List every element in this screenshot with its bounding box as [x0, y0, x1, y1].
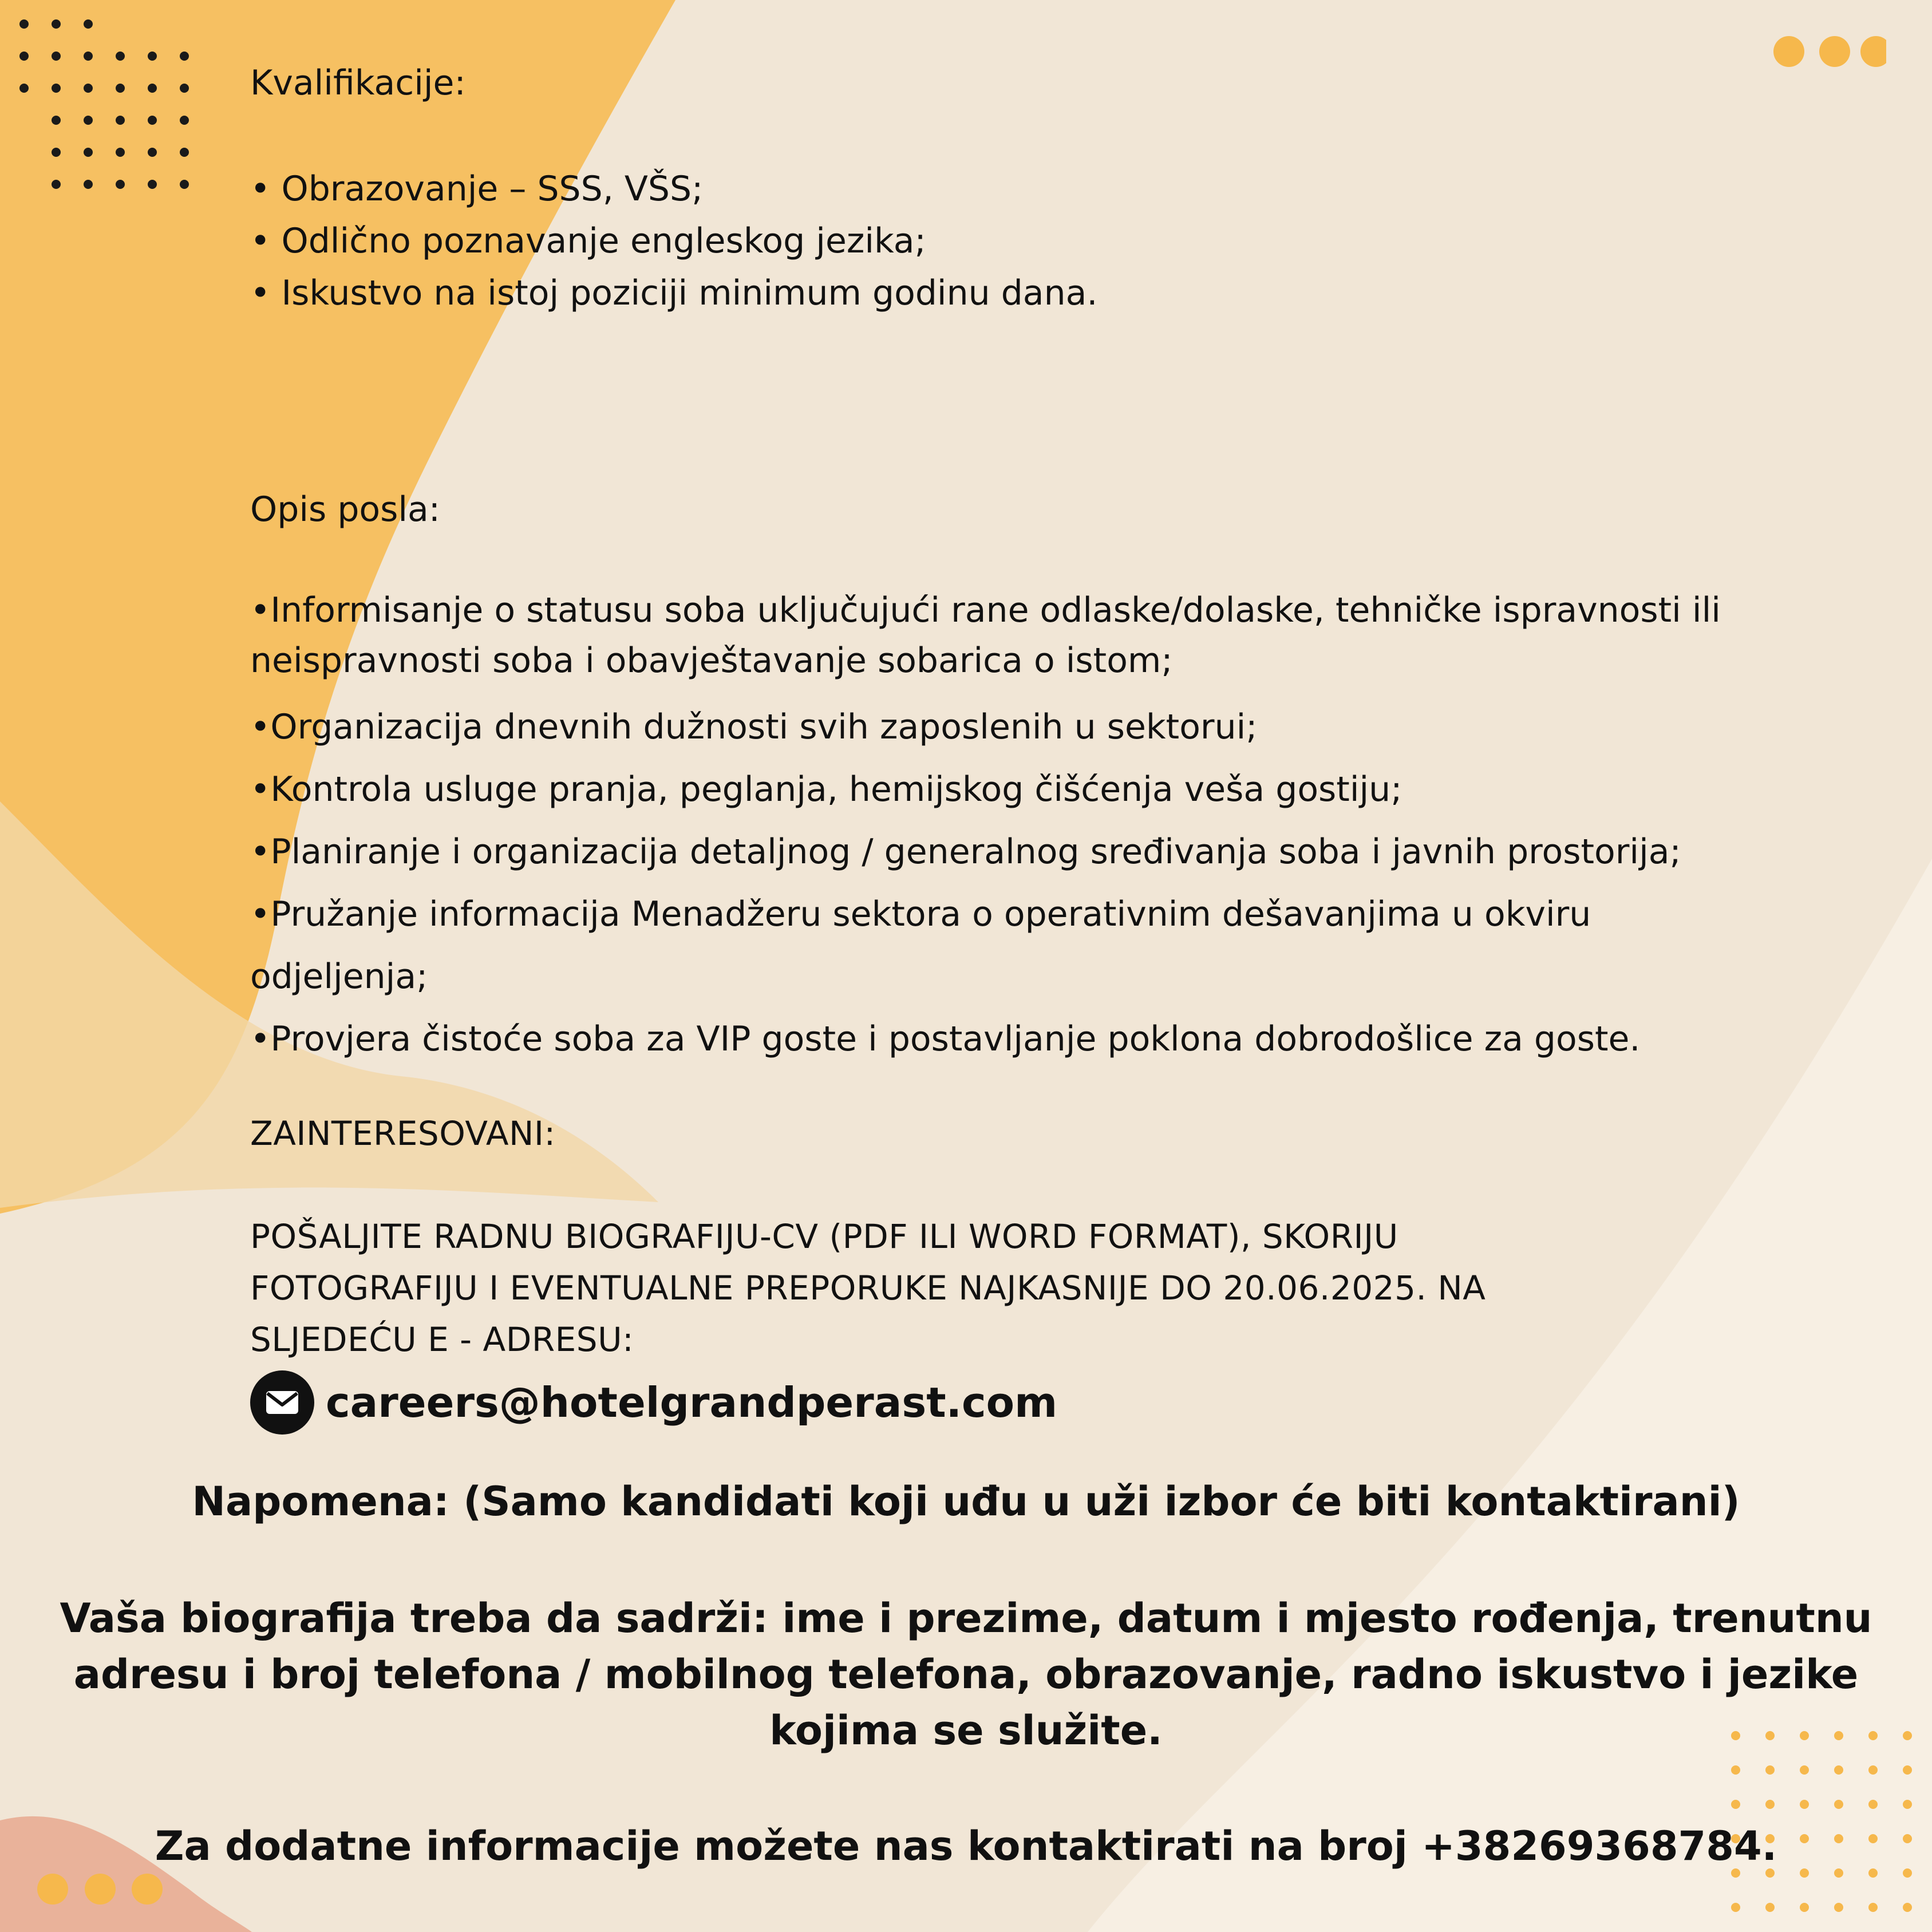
interested-title: ZAINTERESOVANI:: [250, 1114, 556, 1153]
qualification-item: • Iskustvo na istoj poziciji minimum godinu dana.: [250, 273, 1098, 313]
application-instructions: POŠALJITE RADNU BIOGRAFIJU-CV (PDF ILI WORD FORMAT), SKORIJU FOTOGRAFIJU I EVENTUALNE PREPORUKE NAJKASNIJE DO 20.06.2025. NA SLJEDEĆU E - ADRESU:: [250, 1217, 1486, 1359]
qualifications-title: Kvalifikacije:: [250, 63, 466, 103]
email-address[interactable]: careers@hotelgrandperast.com: [326, 1378, 1058, 1427]
job-duty-item: •Informisanje o statusu soba uključujući rane odlaske/dolaske, tehničke ispravnosti ili neispravnosti soba i obavještavanje sobarica o istom;: [250, 590, 1721, 681]
note-text: Napomena: (Samo kandidati koji uđu u uži izbor će biti kontaktirani): [192, 1478, 1740, 1525]
cv-requirements: Vaša biografija treba da sadrži: ime i prezime, datum i mjesto rođenja, trenutnu adresu i broj telefona / mobilnog telefona, obrazovanje, radno iskustvo i jezike kojima se služite.: [60, 1595, 1872, 1754]
qualification-item: • Odlično poznavanje engleskog jezika;: [250, 221, 926, 261]
job-duty-item: •Pružanje informacija Menadžeru sektora o operativnim dešavanjima u okviru odjeljenja;: [250, 894, 1591, 997]
contact-info: Za dodatne informacije možete nas kontaktirati na broj +38269368784.: [155, 1823, 1777, 1870]
job-description-list: [250, 585, 1853, 1070]
envelope-icon: [250, 1370, 314, 1435]
three-circles-bottom-left: [34, 1872, 172, 1906]
job-duty-item: •Provjera čistoće soba za VIP goste i postavljanje poklona dobrodošlice za goste.: [250, 1019, 1641, 1059]
email-row: [250, 1368, 1057, 1437]
dot-grid-top-left: [17, 17, 200, 200]
job-duty-item: •Kontrola usluge pranja, peglanja, hemijskog čišćenja veša gostiju;: [250, 769, 1402, 809]
job-duty-item: •Planiranje i organizacija detaljnog / generalnog sređivanja soba i javnih prostorija;: [250, 832, 1681, 872]
qualifications-list: [250, 163, 1853, 319]
qualification-item: • Obrazovanje – SSS, VŠS;: [250, 169, 704, 209]
job-description-title: Opis posla:: [250, 489, 441, 530]
job-duty-item: •Organizacija dnevnih dužnosti svih zaposlenih u sektorui;: [250, 707, 1258, 747]
